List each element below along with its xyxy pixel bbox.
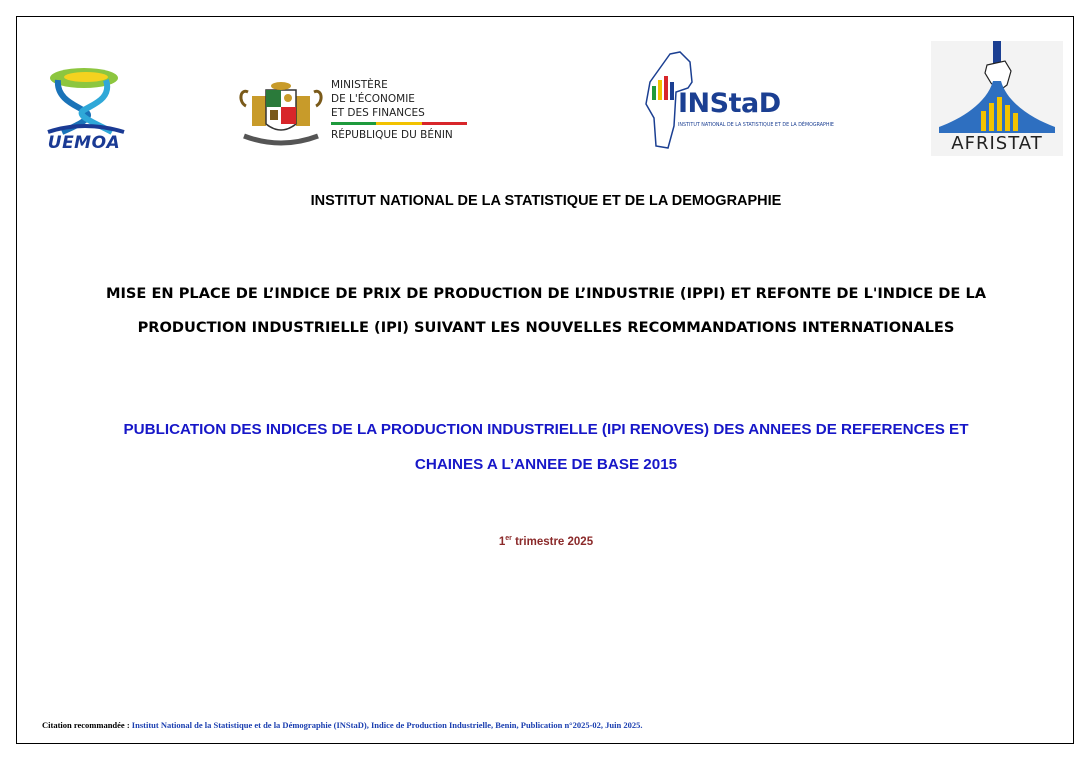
period-superscript: er	[505, 535, 512, 542]
document-title-line-2: PRODUCTION INDUSTRIELLE (IPI) SUIVANT LES NOUVELLES RECOMMANDATIONS INTERNATIONALES	[137, 319, 955, 336]
recommended-citation	[42, 720, 642, 730]
benin-flag-stripe	[331, 122, 467, 125]
ministry-line-1: MINISTÈRE	[331, 79, 388, 91]
uemoa-wordmark: UEMOA	[47, 133, 121, 153]
institute-name: INSTITUT NATIONAL DE LA STATISTIQUE ET DE LA DEMOGRAPHIE	[310, 193, 782, 209]
citation-text: Institut National de la Statistique et de la Démographie (INStaD), Indice de Production Industrielle, Benin, Publication n°2025-02, Juin 2025.	[131, 720, 643, 730]
afristat-logo	[931, 41, 1063, 156]
publication-subtitle	[30, 412, 1062, 482]
afristat-emblem-icon	[931, 41, 1063, 133]
period-number: 1	[498, 535, 506, 548]
afristat-wordmark: AFRISTAT	[951, 133, 1043, 154]
ministry-line-3: ET DES FINANCES	[331, 107, 425, 119]
ministry-logo	[236, 78, 472, 150]
publication-subtitle-line-1: PUBLICATION DES INDICES DE LA PRODUCTION INDUSTRIELLE (IPI RENOVES) DES ANNEES DE REFERENCES ET	[123, 421, 969, 438]
publication-period	[0, 535, 1092, 548]
republic-label: RÉPUBLIQUE DU BÉNIN	[331, 129, 453, 141]
uemoa-emblem-icon	[28, 58, 140, 138]
ministry-name	[331, 78, 425, 120]
page-border	[16, 16, 1074, 744]
benin-coat-of-arms-icon	[236, 78, 326, 150]
citation-label: Citation recommandée :	[42, 720, 132, 730]
document-title	[40, 277, 1052, 345]
publication-subtitle-line-2: CHAINES A L’ANNEE DE BASE 2015	[414, 456, 678, 473]
document-title-line-1: MISE EN PLACE DE L’INDICE DE PRIX DE PRODUCTION DE L’INDUSTRIE (IPPI) ET REFONTE DE L'INDICE DE LA	[105, 285, 987, 302]
instad-wordmark: INStaD	[678, 88, 781, 119]
ministry-line-2: DE L'ÉCONOMIE	[331, 93, 415, 105]
instad-subtitle: INSTITUT NATIONAL DE LA STATISTIQUE ET DE LA DÉMOGRAPHIE	[678, 123, 834, 128]
period-text: trimestre 2025	[511, 535, 594, 548]
instad-logo	[640, 48, 834, 152]
uemoa-logo	[28, 58, 140, 153]
